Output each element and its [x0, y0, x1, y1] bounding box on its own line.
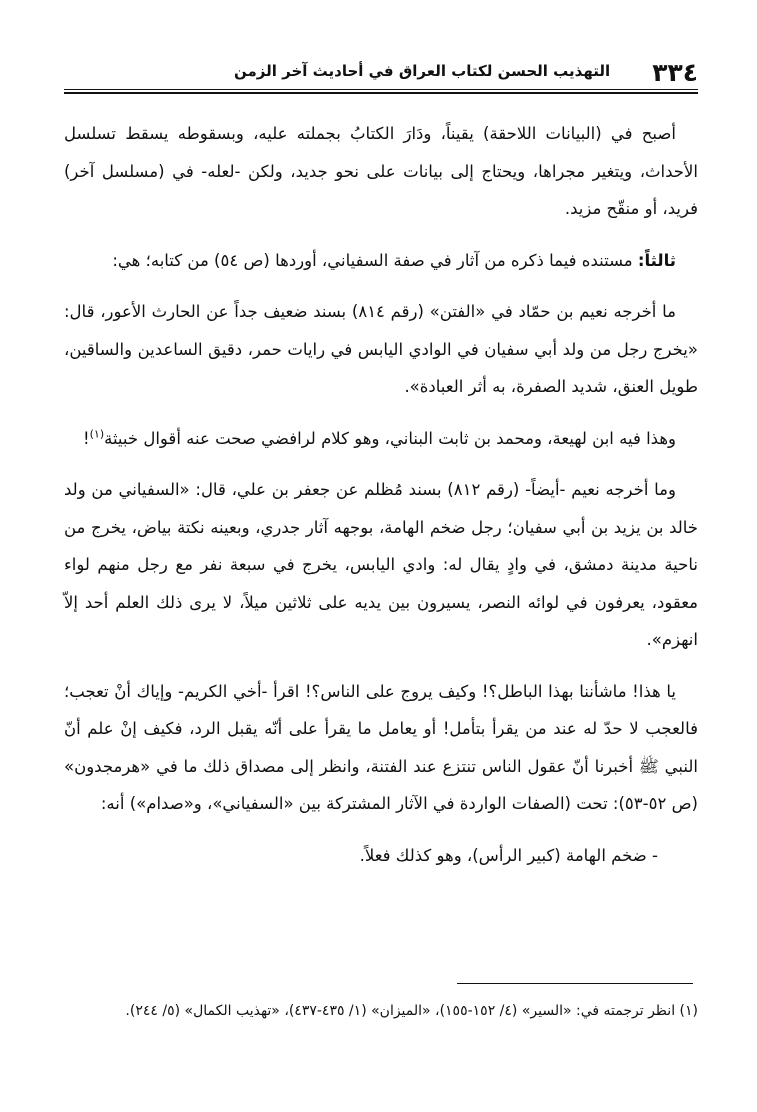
paragraph-4: [64, 420, 698, 458]
paragraph-4-tail: !: [82, 428, 90, 448]
header-rule-thin: [64, 89, 698, 90]
paragraph-5-text: وما أخرجه نعيم -أيضاً- (رقم ٨١٢) بسند مُظلم عن جعفر بن علي، قال: «السفياني من ولد خالد بن يزيد بن أبي سفيان؛ رجل ضخم الهامة، بوجهه آثار جدري، وبعينه نكتة بياض، يخرج من ناحية مدينة دمشق، في وادٍ يقال له: وادي اليابس، يخرج في سبعة نفر مع رجل منهم لواء معقود، يعرفون في لوائه النصر، يسيرون بين يديه على ثلاثين ميلاً، لا يرى ذلك العلم أحد إلاّ انهزم».: [64, 480, 698, 649]
paragraph-7: [64, 837, 658, 875]
paragraph-3: [64, 293, 698, 406]
paragraph-7-text: - ضخم الهامة (كبير الرأس)، وهو كذلك فعلاً.: [359, 845, 658, 865]
footnote-reference[interactable]: (١): [89, 427, 105, 440]
paragraph-2-lead: ثالثاً:: [637, 250, 676, 270]
main-text: [64, 115, 698, 888]
header-rule: [64, 92, 698, 94]
paragraph-6-text: يا هذا! ماشأننا بهذا الباطل؟! وكيف يروج على الناس؟! اقرأ -أخي الكريم- وإياك أنْ تعجب؛ فالعجب لا حدّ له عند من يقرأ بتأمل! أو يعامل ما يقرأ على أنّه يقبل الرد، فكيف إنْ علم أنّ النبي ﷺ أخبرنا أنّ عقول الناس تنتزع عند الفتنة، وانظر إلى مصداق ذلك ما في «هرمجدون» (ص ٥٢-٥٣): تحت (الصفات الواردة في الآثار المشتركة بين «السفياني»، و«صدام») أنه:: [64, 681, 698, 813]
footnote-separator: [457, 983, 693, 984]
paragraph-5: [64, 471, 698, 659]
footnote-text: (١) انظر ترجمته في: «السير» (٤/ ١٥٢-١٥٥)، «الميزان» (١/ ٤٣٥-٤٣٧)، «تهذيب الكمال» (٥/ ٢٤٤).: [125, 1003, 698, 1019]
paragraph-3-text: ما أخرجه نعيم بن حمّاد في «الفتن» (رقم ٨١٤) بسند ضعيف جداً عن الحارث الأعور، قال: «يخرج رجل من ولد أبي سفيان في الوادي اليابس في رايات حمر، دقيق الساعدين والساقين، طويل العنق، شديد الصفرة، به أثر العبادة».: [64, 302, 698, 396]
paragraph-1-text: أصبح في (البيانات اللاحقة) يقيناً، ودَارَ الكتابُ بجملته عليه، وبسقوطه يسقط تسلسل الأحداث، ويتغير مجراها، ويحتاج إلى بيانات على نحو جديد، ولكن -لعله- في (مسلسل آخر) فريد، أو منقّح مزيد.: [64, 124, 698, 218]
paragraph-6: [64, 673, 698, 823]
paragraph-2: [64, 242, 698, 280]
footnote: [64, 996, 698, 1026]
page-header: [64, 50, 698, 94]
paragraph-1: [64, 115, 698, 228]
paragraph-4-text: وهذا فيه ابن لهيعة، ومحمد بن ثابت البناني، وهو كلام لرافضي صحت عنه أقوال خبيثة: [104, 428, 676, 448]
paragraph-2-text: مستنده فيما ذكره من آثار في صفة السفياني، أوردها (ص ٥٤) من كتابه؛ هي:: [112, 250, 638, 270]
running-title: التهذيب الحسن لكتاب العراق في أحاديث آخر الزمن: [234, 62, 611, 80]
page-number: ٣٣٤: [652, 58, 698, 87]
